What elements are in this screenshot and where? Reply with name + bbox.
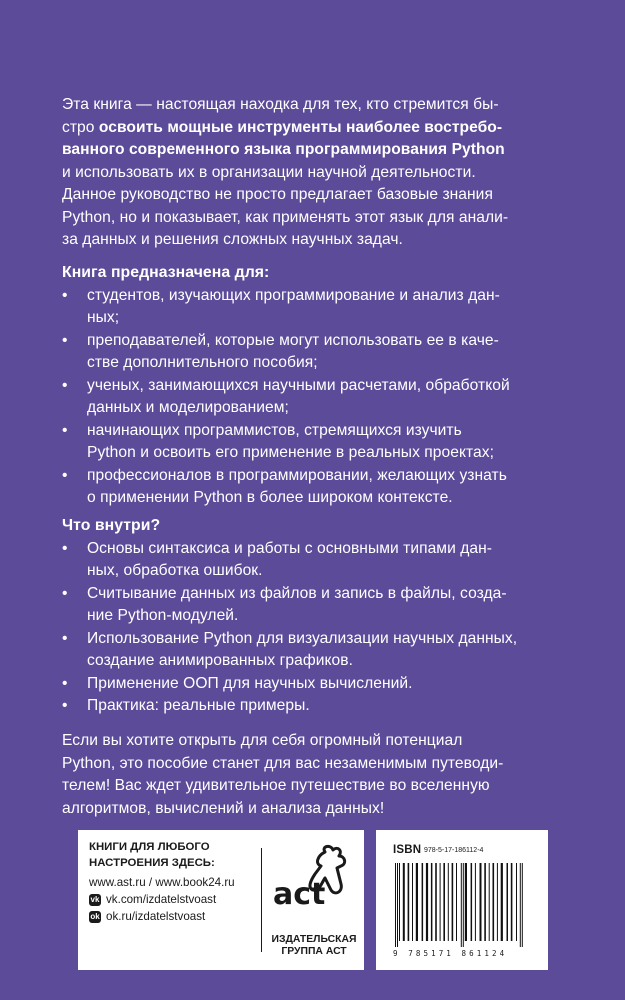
barcode-bar <box>497 863 498 941</box>
inside-item-text: Считывание данных из файлов и запись в файлы, созда- <box>87 584 507 602</box>
closing-line: алгоритмов, вычислений и анализа данных! <box>62 799 385 817</box>
bullet-icon: • <box>62 421 68 439</box>
inside-list-item <box>62 538 577 583</box>
publisher-websites[interactable]: www.ast.ru / www.book24.ru <box>89 876 235 889</box>
barcode-bar <box>465 863 467 941</box>
logo-caption-line-1: ИЗДАТЕЛЬСКАЯ <box>271 934 357 945</box>
ok-icon: ok <box>90 911 100 921</box>
barcode-bar <box>408 863 410 941</box>
isbn-label: ISBN <box>393 844 422 856</box>
barcode-bar <box>516 863 517 941</box>
inside-heading: Что внутри? <box>62 517 161 534</box>
bullet-icon: • <box>62 539 68 557</box>
audience-list-item <box>62 375 577 420</box>
intro-emphasis: освоить мощные инструменты наиболее востребо- <box>98 118 503 136</box>
audience-list-item <box>62 465 577 510</box>
vk-link[interactable] <box>89 891 264 908</box>
barcode-bar <box>426 863 428 941</box>
audience-list-item <box>62 285 577 330</box>
audience-item-text: студентов, изучающих программирование и анализ дан- <box>87 286 500 304</box>
intro-line <box>62 139 577 162</box>
inside-item-text: создание анимированных графиков. <box>87 652 353 669</box>
barcode-bar <box>412 863 413 941</box>
barcode-bar <box>484 863 486 941</box>
ast-logo <box>267 844 361 924</box>
barcode-bar <box>456 863 457 941</box>
barcode-bar <box>399 863 400 941</box>
barcode-bar <box>461 863 462 947</box>
barcode-bar <box>395 863 396 947</box>
closing-paragraph <box>62 730 577 820</box>
intro-emphasis: ванного современного языка программирования Python <box>62 141 505 158</box>
closing-line: Если вы хотите открыть для себя огромный потенциал <box>62 732 463 749</box>
inside-list-item <box>62 583 577 628</box>
inside-item-text: Практика: реальные примеры. <box>87 697 310 714</box>
intro-text: Эта книга — настоящая находка для тех, кто стремится бы- <box>62 96 499 113</box>
inside-item-text: Применение ООП для научных вычислений. <box>87 674 413 692</box>
barcode-bar <box>511 863 513 941</box>
bullet-icon: • <box>62 629 68 647</box>
audience-heading: Книга предназначена для: <box>62 264 270 281</box>
audience-list <box>62 285 577 510</box>
publisher-heading-1: КНИГИ ДЛЯ ЛЮБОГО <box>89 841 210 853</box>
ok-link-label: ok.ru/izdatelstvoast <box>106 910 206 923</box>
audience-item-text: о применении Python в более широком контексте. <box>87 489 453 506</box>
barcode-bar <box>522 863 523 947</box>
audience-list-item <box>62 330 577 375</box>
barcode-bar <box>489 863 490 941</box>
barcode-bar <box>452 863 454 941</box>
audience-list-item <box>62 420 577 465</box>
audience-item-text: Python и освоить его применение в реальных проектах; <box>87 444 494 461</box>
intro-line <box>62 162 577 185</box>
bullet-icon: • <box>62 376 68 394</box>
barcode-bar <box>443 863 445 941</box>
inside-list <box>62 538 577 718</box>
inside-item-text: Использование Python для визуализации научных данных, <box>87 629 518 647</box>
inside-item-text: ние Python-модулей. <box>87 607 239 624</box>
isbn-number: 978-5-17-186112-4 <box>424 847 484 854</box>
intro-line <box>62 94 577 117</box>
inside-list-item <box>62 695 577 718</box>
barcode-digits: 9 785171 861124 <box>393 949 508 958</box>
vk-link-label: vk.com/izdatelstvoast <box>106 893 217 906</box>
barcode-bar <box>440 863 441 941</box>
barcode-bar <box>422 863 424 941</box>
bullet-icon: • <box>62 286 68 304</box>
bullet-icon: • <box>62 331 68 349</box>
inside-list-item <box>62 673 577 696</box>
barcode-bar <box>471 863 473 941</box>
barcode-bar <box>397 863 398 947</box>
audience-item-text: начинающих программистов, стремящихся изучить <box>87 421 462 439</box>
audience-section <box>62 262 577 510</box>
publisher-info <box>89 839 264 925</box>
barcode <box>393 863 533 947</box>
ok-link[interactable] <box>89 908 264 925</box>
barcode-bar <box>435 863 437 941</box>
intro-text: за данных и решения сложных научных задач. <box>62 231 403 248</box>
barcode-bar <box>507 863 509 941</box>
bullet-icon: • <box>62 466 68 484</box>
inside-section <box>62 515 577 718</box>
barcode-bar <box>520 863 521 947</box>
publisher-logo-caption <box>267 934 361 958</box>
intro-text: Python, но и показывает, как применять этот язык для анали- <box>62 208 509 226</box>
intro-text: стро <box>62 118 99 136</box>
publisher-divider <box>261 848 262 952</box>
audience-item-text: данных и моделированием; <box>87 399 289 416</box>
inside-item-text: Основы синтаксиса и работы с основными типами дан- <box>87 539 492 557</box>
ast-logo-text: act <box>273 877 326 912</box>
barcode-bar <box>431 863 433 941</box>
intro-line <box>62 117 577 140</box>
barcode-bar <box>403 863 405 941</box>
logo-caption-line-2: ГРУППА АСТ <box>281 946 347 957</box>
intro-paragraph <box>62 94 577 252</box>
isbn-box <box>376 830 548 970</box>
vk-icon: vk <box>90 894 100 904</box>
barcode-bar <box>463 863 464 947</box>
intro-line <box>62 207 577 230</box>
barcode-bar <box>448 863 449 941</box>
publisher-heading-2: НАСТРОЕНИЯ ЗДЕСЬ: <box>89 857 215 869</box>
intro-line <box>62 229 577 252</box>
closing-line: Python, это пособие станет для вас незаменимым путеводи- <box>62 754 504 772</box>
barcode-bar <box>501 863 503 941</box>
audience-item-text: преподавателей, которые могут использовать ее в каче- <box>87 331 499 349</box>
intro-line <box>62 184 577 207</box>
audience-item-text: ученых, занимающихся научными расчетами, обработкой <box>87 376 510 394</box>
barcode-bar <box>475 863 476 941</box>
intro-text: и использовать их в организации научной деятельности. <box>62 163 476 181</box>
inside-item-text: ных, обработка ошибок. <box>87 562 263 579</box>
barcode-bar <box>416 863 418 941</box>
barcode-bar <box>493 863 495 941</box>
audience-item-text: ных; <box>87 309 120 326</box>
audience-item-text: профессионалов в программировании, желающих узнать <box>87 466 507 484</box>
bullet-icon: • <box>62 697 68 714</box>
intro-text: Данное руководство не просто предлагает базовые знания <box>62 186 493 203</box>
publisher-box <box>78 830 364 970</box>
bullet-icon: • <box>62 674 68 692</box>
bullet-icon: • <box>62 584 68 602</box>
barcode-bar <box>480 863 482 941</box>
closing-line: телем! Вас ждет удивительное путешествие во вселенную <box>62 777 490 794</box>
inside-list-item <box>62 628 577 673</box>
audience-item-text: стве дополнительного пособия; <box>87 354 318 371</box>
